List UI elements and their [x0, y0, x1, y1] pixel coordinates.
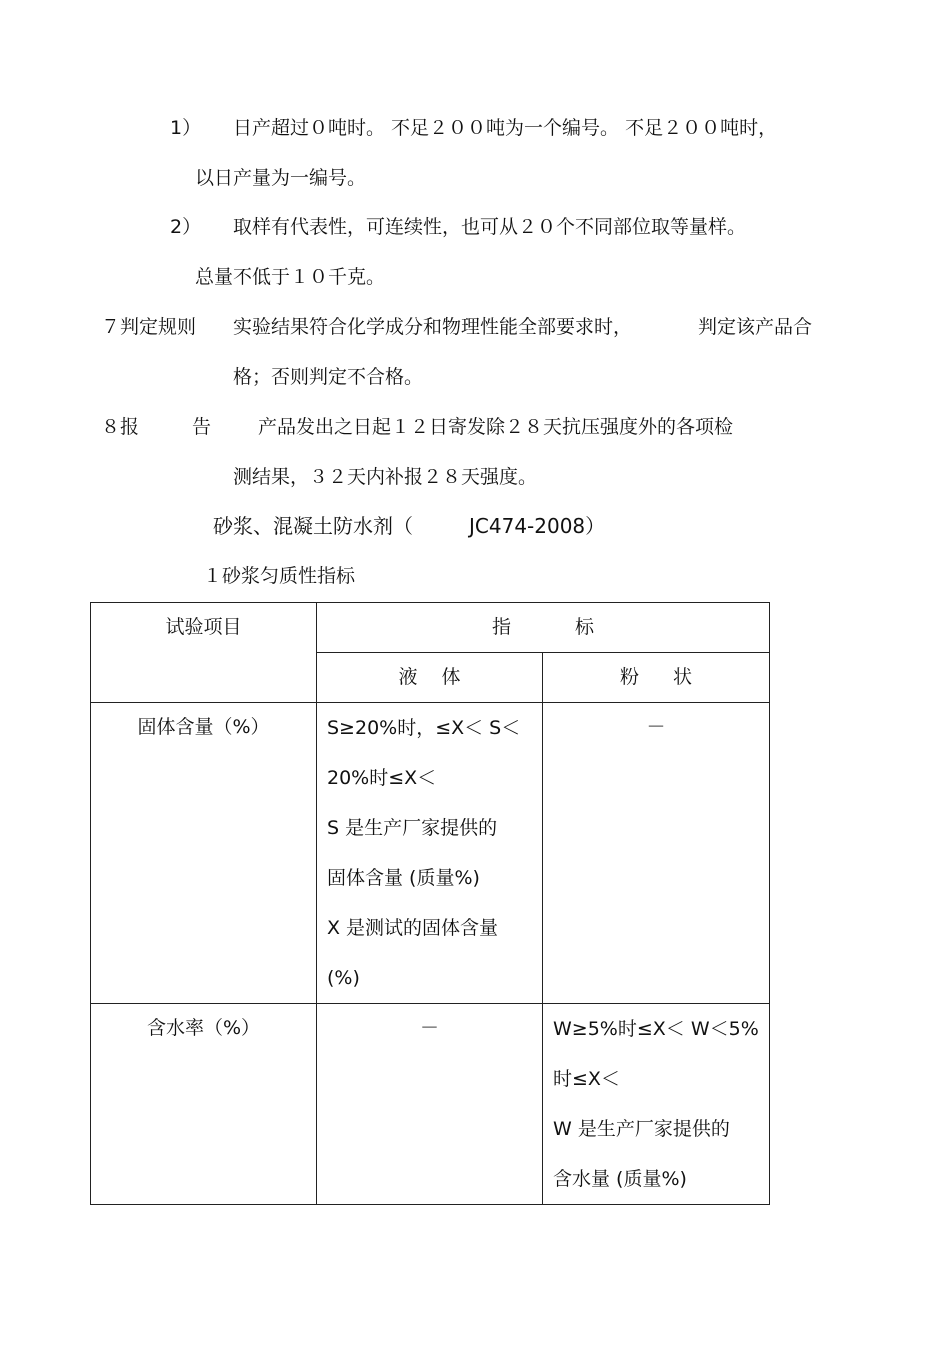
table-caption: １砂浆匀质性指标 — [203, 565, 356, 587]
section8-text-line1: 产品发出之日起１２日寄发除２８天抗压强度外的各项检 — [258, 416, 734, 438]
section7-label: ７判定规则 — [101, 316, 197, 338]
row1-liquid-line: S 是生产厂家提供的 — [327, 817, 498, 839]
doc-title-a: 砂浆、混凝土防水剂（ — [213, 514, 413, 538]
row1-liquid-line: 固体含量 (质量%) — [327, 867, 480, 889]
item2-number: 2） — [170, 216, 202, 238]
row1-liquid-line: 20%时≤X＜ — [327, 767, 437, 789]
section8-label-a: ８报 — [101, 416, 140, 438]
row2-powder-line: W≥5%时≤X＜ W＜5% — [553, 1018, 759, 1040]
header-liquid: 液 体 — [317, 653, 543, 703]
item1-text-line1: 日产超过０吨时。 不足２００吨为一个编号。 不足２００吨时， — [233, 117, 778, 139]
header-index: 指 标 — [317, 603, 770, 653]
doc-title-b: JC474-2008） — [469, 514, 606, 538]
row2-test-item: 含水率（%） — [91, 1004, 317, 1205]
section7-text-line2: 格；否则判定不合格。 — [233, 366, 424, 388]
item1-number: 1） — [170, 117, 202, 139]
row2-powder-line: 含水量 (质量%) — [553, 1168, 687, 1190]
index-table — [90, 602, 770, 1205]
section7-text-line1a: 实验结果符合化学成分和物理性能全部要求时， — [233, 316, 633, 338]
row1-test-item: 固体含量（%） — [91, 703, 317, 1004]
row1-liquid-line: (%) — [327, 967, 360, 989]
row2-powder-line: 时≤X＜ — [553, 1068, 620, 1090]
item2-text-line2: 总量不低于１０千克。 — [195, 266, 386, 288]
row1-powder-value: － — [543, 703, 770, 1004]
row1-liquid-line: X 是测试的固体含量 — [327, 917, 499, 939]
item2-text-line1: 取样有代表性，可连续性，也可从２０个不同部位取等量样。 — [233, 216, 747, 238]
row1-liquid-value — [317, 703, 543, 1004]
header-test-item: 试验项目 — [91, 603, 317, 703]
item1-text-line2: 以日产量为一编号。 — [195, 167, 367, 189]
section8-text-line2: 测结果，３２天内补报２８天强度。 — [233, 466, 538, 488]
row2-liquid-value: － — [317, 1004, 543, 1205]
section7-text-line1b: 判定该产品合 — [698, 316, 813, 338]
section8-label-b: 告 — [192, 416, 212, 438]
row1-liquid-line: S≥20%时，≤X＜ S＜ — [327, 717, 521, 739]
header-powder: 粉 状 — [543, 653, 770, 703]
row2-powder-line: W 是生产厂家提供的 — [553, 1118, 730, 1140]
row2-powder-value — [543, 1004, 770, 1205]
